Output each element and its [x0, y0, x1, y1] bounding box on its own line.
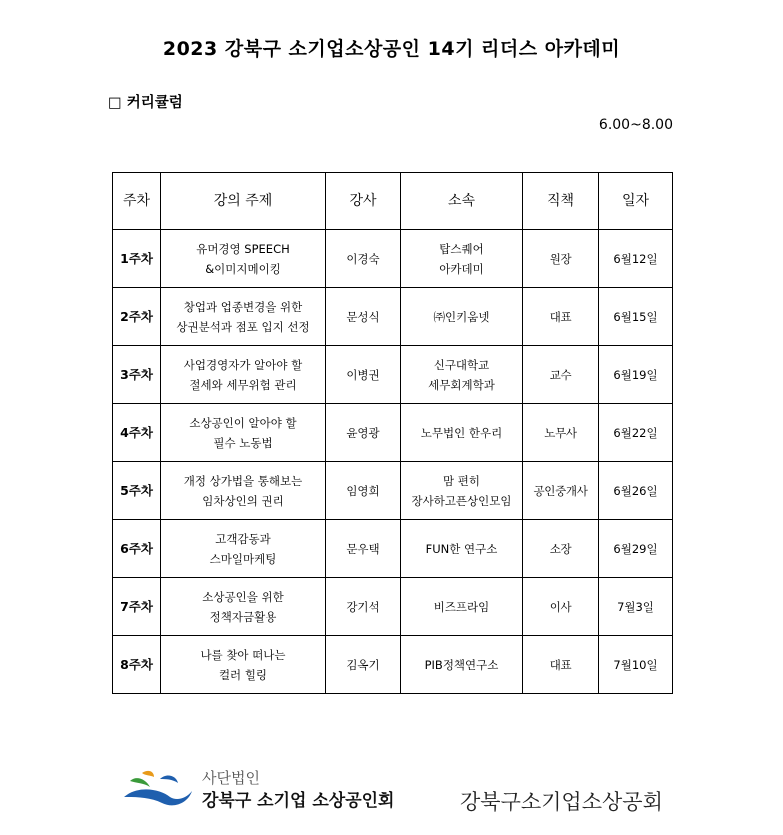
cell-topic-line: 스마일마케팅	[209, 551, 277, 566]
cell-instructor: 문성식	[326, 288, 401, 346]
cell-topic	[161, 636, 326, 694]
cell-topic	[161, 230, 326, 288]
cell-position: 원장	[523, 230, 599, 288]
cell-position: 소장	[523, 520, 599, 578]
header-instructor: 강사	[326, 173, 401, 230]
cell-date: 6월12일	[599, 230, 673, 288]
cell-affiliation	[401, 288, 523, 346]
cell-instructor: 임영희	[326, 462, 401, 520]
cell-affiliation-line: FUN한 연구소	[425, 541, 498, 556]
organization-signature: 강북구소기업소상공회	[460, 790, 663, 814]
cell-affiliation	[401, 636, 523, 694]
cell-affiliation-line: 탑스퀘어	[439, 241, 484, 256]
cell-affiliation	[401, 462, 523, 520]
cell-date: 7월3일	[599, 578, 673, 636]
cell-position: 노무사	[523, 404, 599, 462]
cell-position: 대표	[523, 288, 599, 346]
header-week: 주차	[113, 173, 161, 230]
table-row	[113, 288, 673, 346]
cell-date: 6월26일	[599, 462, 673, 520]
document-title: 2023 강북구 소기업소상공인 14기 리더스 아카데미	[162, 38, 621, 60]
cell-date: 7월10일	[599, 636, 673, 694]
cell-topic-line: 임차상인의 권리	[202, 493, 284, 508]
cell-topic	[161, 404, 326, 462]
cell-topic-line: 나를 찾아 떠나는	[200, 647, 286, 662]
cell-affiliation-line: PIB정책연구소	[424, 657, 499, 672]
header-affiliation: 소속	[401, 173, 523, 230]
cell-topic-line: &이미지메이킹	[205, 261, 281, 276]
cell-topic-line: 고객감동과	[215, 531, 271, 546]
cell-topic-line: 정책자금활용	[209, 609, 277, 624]
header-position: 직책	[523, 173, 599, 230]
cell-topic-line: 컬러 힐링	[218, 667, 268, 682]
cell-position: 이사	[523, 578, 599, 636]
header-date: 일자	[599, 173, 673, 230]
section-label: □ 커리큘럼	[108, 95, 183, 111]
cell-topic	[161, 462, 326, 520]
cell-topic	[161, 578, 326, 636]
cell-instructor: 윤영광	[326, 404, 401, 462]
cell-affiliation	[401, 578, 523, 636]
cell-week: 1주차	[113, 230, 161, 288]
cell-affiliation	[401, 230, 523, 288]
table-row	[113, 636, 673, 694]
cell-topic	[161, 288, 326, 346]
cell-date: 6월29일	[599, 520, 673, 578]
association-logo-icon	[120, 767, 196, 811]
logo-subtitle: 사단법인	[202, 769, 260, 787]
cell-position: 대표	[523, 636, 599, 694]
cell-instructor: 김옥기	[326, 636, 401, 694]
cell-week: 2주차	[113, 288, 161, 346]
cell-topic	[161, 346, 326, 404]
cell-affiliation-line: 맘 편히	[443, 473, 480, 488]
table-row	[113, 578, 673, 636]
cell-topic-line: 소상공인을 위한	[202, 589, 284, 604]
table-row	[113, 230, 673, 288]
header-topic: 강의 주제	[161, 173, 326, 230]
cell-week: 8주차	[113, 636, 161, 694]
cell-topic-line: 필수 노동법	[213, 435, 273, 450]
cell-topic-line: 유머경영 SPEECH	[196, 241, 290, 256]
cell-topic-line: 절세와 세무위험 관리	[189, 377, 297, 392]
cell-affiliation-line: 신구대학교	[433, 357, 490, 372]
cell-position: 교수	[523, 346, 599, 404]
cell-week: 7주차	[113, 578, 161, 636]
cell-affiliation-line: 아카데미	[439, 261, 484, 276]
cell-instructor: 문우택	[326, 520, 401, 578]
cell-affiliation-line: 노무법인 한우리	[420, 425, 503, 440]
cell-affiliation-line: 세무회계학과	[428, 377, 495, 392]
cell-affiliation-line: 비즈프라임	[433, 599, 490, 614]
time-range: 6.00~8.00	[598, 117, 673, 133]
cell-position: 공인중개사	[523, 462, 599, 520]
cell-week: 4주차	[113, 404, 161, 462]
cell-topic-line: 사업경영자가 알아야 할	[183, 357, 303, 372]
cell-week: 3주차	[113, 346, 161, 404]
cell-week: 5주차	[113, 462, 161, 520]
table-row	[113, 462, 673, 520]
cell-date: 6월15일	[599, 288, 673, 346]
cell-topic-line: 상권분석과 점포 입지 선정	[176, 319, 310, 334]
cell-affiliation	[401, 346, 523, 404]
cell-instructor: 이경숙	[326, 230, 401, 288]
cell-topic-line: 소상공인이 알아야 할	[189, 415, 297, 430]
cell-affiliation-line: 장사하고픈상인모임	[411, 493, 512, 508]
table-row	[113, 404, 673, 462]
table-header-row	[113, 173, 673, 230]
cell-topic-line: 창업과 업종변경을 위한	[183, 299, 303, 314]
cell-topic	[161, 520, 326, 578]
curriculum-table	[112, 172, 673, 694]
table-row	[113, 346, 673, 404]
cell-date: 6월19일	[599, 346, 673, 404]
logo-organization-name: 강북구 소기업 소상공인회	[202, 791, 395, 811]
cell-instructor: 강기석	[326, 578, 401, 636]
association-logo	[120, 767, 440, 817]
cell-topic-line: 개정 상가법을 통해보는	[183, 473, 303, 488]
cell-week: 6주차	[113, 520, 161, 578]
cell-instructor: 이병권	[326, 346, 401, 404]
cell-affiliation	[401, 520, 523, 578]
table-row	[113, 520, 673, 578]
cell-date: 6월22일	[599, 404, 673, 462]
cell-affiliation	[401, 404, 523, 462]
cell-affiliation-line: ㈜인키움넷	[433, 309, 490, 324]
